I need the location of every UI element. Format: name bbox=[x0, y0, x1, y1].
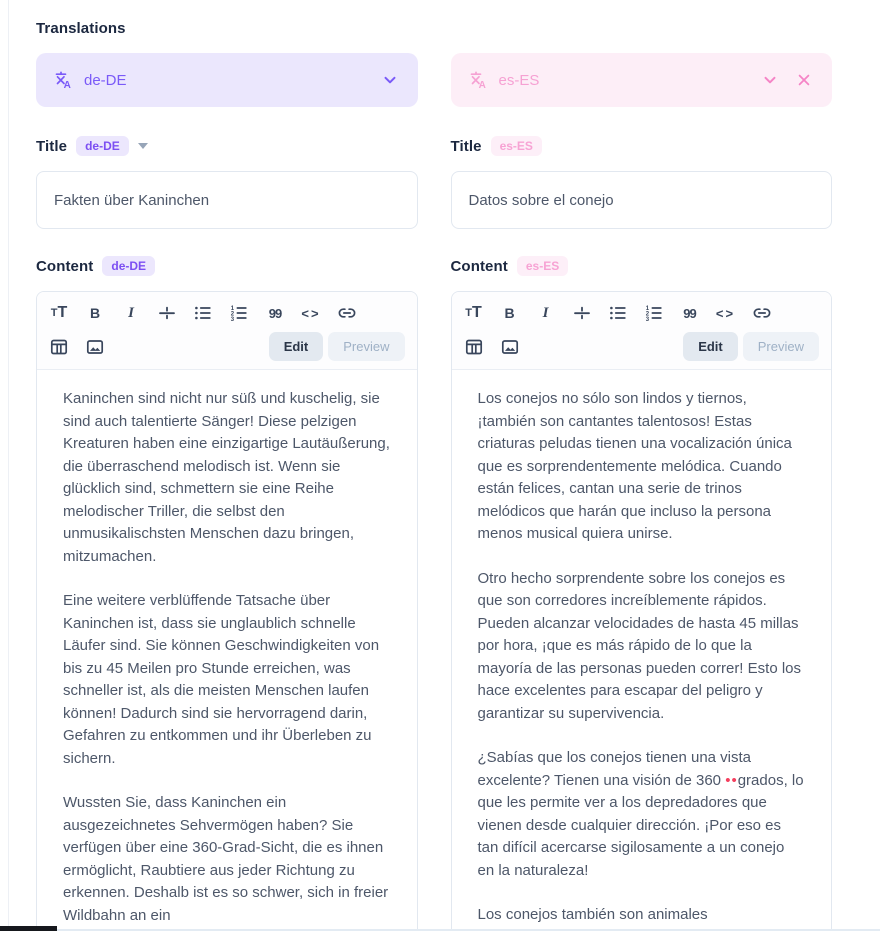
heading-icon[interactable]: T T bbox=[465, 304, 482, 321]
locale-selector-row bbox=[36, 53, 832, 107]
bold-icon[interactable]: B bbox=[89, 305, 101, 321]
translate-icon bbox=[54, 70, 74, 90]
translate-icon bbox=[469, 70, 489, 90]
locale-badge-es: es-ES bbox=[491, 136, 542, 156]
diff-marker: •• bbox=[725, 771, 738, 789]
locale-badge-de: de-DE bbox=[102, 256, 155, 276]
table-icon[interactable] bbox=[49, 335, 69, 359]
editor-paragraph: Los conejos también son animales bbox=[477, 906, 708, 923]
editor-paragraph: Wussten Sie, dass Kaninchen ein ausgezeichnetes Sehvermögen haben? Sie verfügen über eine 360-Grad-Sicht, die es ihnen ermöglicht, Raubtiere aus jeder Richtung zu erkennen. Deshalb ist es so schwer, sich in freier Wildbahn an ein bbox=[63, 794, 389, 924]
editor-paragraph: Otro hecho sorprendente sobre los conejos es que son corredores increíblemente rápidos. Pueden alcanzar velocidades de hasta 45 millas por hora, ¡que es más rápido de lo que la mayoría de las personas pueden correr! Esto los hace excelentes para escapar del peligro y garantizar su supervivencia. bbox=[477, 569, 802, 722]
ordered-list-icon[interactable] bbox=[644, 301, 664, 325]
content-label-de: Content bbox=[36, 257, 94, 275]
strikethrough-icon[interactable] bbox=[157, 301, 177, 325]
locale-select-de-label: de-DE bbox=[84, 71, 127, 89]
horizontal-scrollbar-thumb[interactable] bbox=[0, 926, 57, 931]
preview-tab[interactable]: Preview bbox=[743, 332, 819, 361]
locale-select-es[interactable] bbox=[451, 53, 833, 107]
content-editor-row bbox=[36, 291, 832, 931]
locale-badge-es: es-ES bbox=[517, 256, 568, 276]
panel-left-border bbox=[8, 0, 9, 931]
editor-body-es[interactable] bbox=[452, 370, 832, 931]
blockquote-icon[interactable]: 99 bbox=[683, 305, 696, 321]
ordered-list-icon[interactable] bbox=[229, 301, 249, 325]
editor-de bbox=[36, 291, 418, 931]
italic-icon[interactable]: I bbox=[542, 304, 549, 321]
translations-heading: Translations bbox=[36, 20, 126, 37]
code-icon[interactable]: <> bbox=[715, 305, 736, 321]
locale-select-de[interactable] bbox=[36, 53, 418, 107]
editor-es bbox=[451, 291, 833, 931]
image-icon[interactable] bbox=[85, 335, 105, 359]
title-input-de[interactable] bbox=[36, 171, 418, 229]
editor-paragraph: Eine weitere verblüffende Tatsache über Kaninchen ist, dass sie unglaublich schnelle Läufer sind. Sie können Geschwindigkeiten von bis zu 45 Meilen pro Stunde erreichen, was schneller ist, als die meisten Menschen laufen können! Dadurch sind sie hervorragend darin, Gefahren zu entkommen und ihr Überleben zu sichern. bbox=[63, 592, 380, 767]
title-input-es[interactable] bbox=[451, 171, 833, 229]
content-label-row bbox=[36, 255, 832, 291]
editor-body-de[interactable] bbox=[37, 370, 417, 931]
heading-icon[interactable]: T T bbox=[50, 304, 68, 321]
title-input-row bbox=[36, 171, 832, 229]
image-icon[interactable] bbox=[500, 335, 520, 359]
link-icon[interactable] bbox=[337, 301, 357, 325]
bullet-list-icon[interactable] bbox=[608, 301, 628, 325]
title-label-de: Title bbox=[36, 137, 68, 155]
bullet-list-icon[interactable] bbox=[193, 301, 213, 325]
editor-paragraph: ¿Sabías que los conejos tienen una vista excelente? Tienen una visión de 360 ••grados, lo que les permite ver a los depredadores que vienen desde cualquier dirección. ¡Por eso es tan difícil acercarse sigilosamente a un conejo en la naturaleza! bbox=[477, 749, 804, 879]
bold-icon[interactable]: B bbox=[504, 305, 515, 321]
locale-badge-de[interactable]: de-DE bbox=[76, 136, 129, 156]
italic-icon[interactable]: I bbox=[128, 304, 134, 321]
title-label-es: Title bbox=[450, 137, 482, 155]
table-icon[interactable] bbox=[464, 335, 484, 359]
link-icon[interactable] bbox=[752, 301, 772, 325]
content-label-es: Content bbox=[450, 257, 508, 275]
badge-caret-icon[interactable] bbox=[138, 143, 148, 149]
editor-toolbar bbox=[37, 292, 417, 370]
title-label-row bbox=[36, 135, 832, 171]
code-icon[interactable]: <> bbox=[301, 305, 321, 321]
blockquote-icon[interactable]: 99 bbox=[268, 305, 282, 321]
editor-paragraph: Kaninchen sind nicht nur süß und kuschelig, sie sind auch talentierte Sänger! Diese pelzigen Kreaturen haben eine einzigartige Lautäußerung, die überraschend melodisch ist. Wenn sie glücklich sind, schmettern sie eine Reihe melodischer Triller, die selbst den unmusikalischsten Menschen dazu bringen, mitzumachen. bbox=[63, 390, 390, 565]
locale-select-es-label: es-ES bbox=[498, 71, 540, 89]
remove-locale-icon[interactable] bbox=[794, 70, 814, 90]
editor-toolbar bbox=[452, 292, 832, 370]
preview-tab[interactable]: Preview bbox=[328, 332, 404, 361]
chevron-down-icon bbox=[380, 70, 400, 90]
strikethrough-icon[interactable] bbox=[572, 301, 592, 325]
edit-tab[interactable]: Edit bbox=[269, 332, 324, 361]
editor-paragraph: Los conejos no sólo son lindos y tiernos, ¡también son cantantes talentosos! Estas criaturas peludas tienen una vocalización única que es sorprendentemente melódica. Cuando están felices, cantan una serie de trinos melódicos que harán que incluso la persona menos musical quiera unirse. bbox=[477, 390, 792, 542]
edit-tab[interactable]: Edit bbox=[683, 332, 738, 361]
chevron-down-icon bbox=[760, 70, 780, 90]
